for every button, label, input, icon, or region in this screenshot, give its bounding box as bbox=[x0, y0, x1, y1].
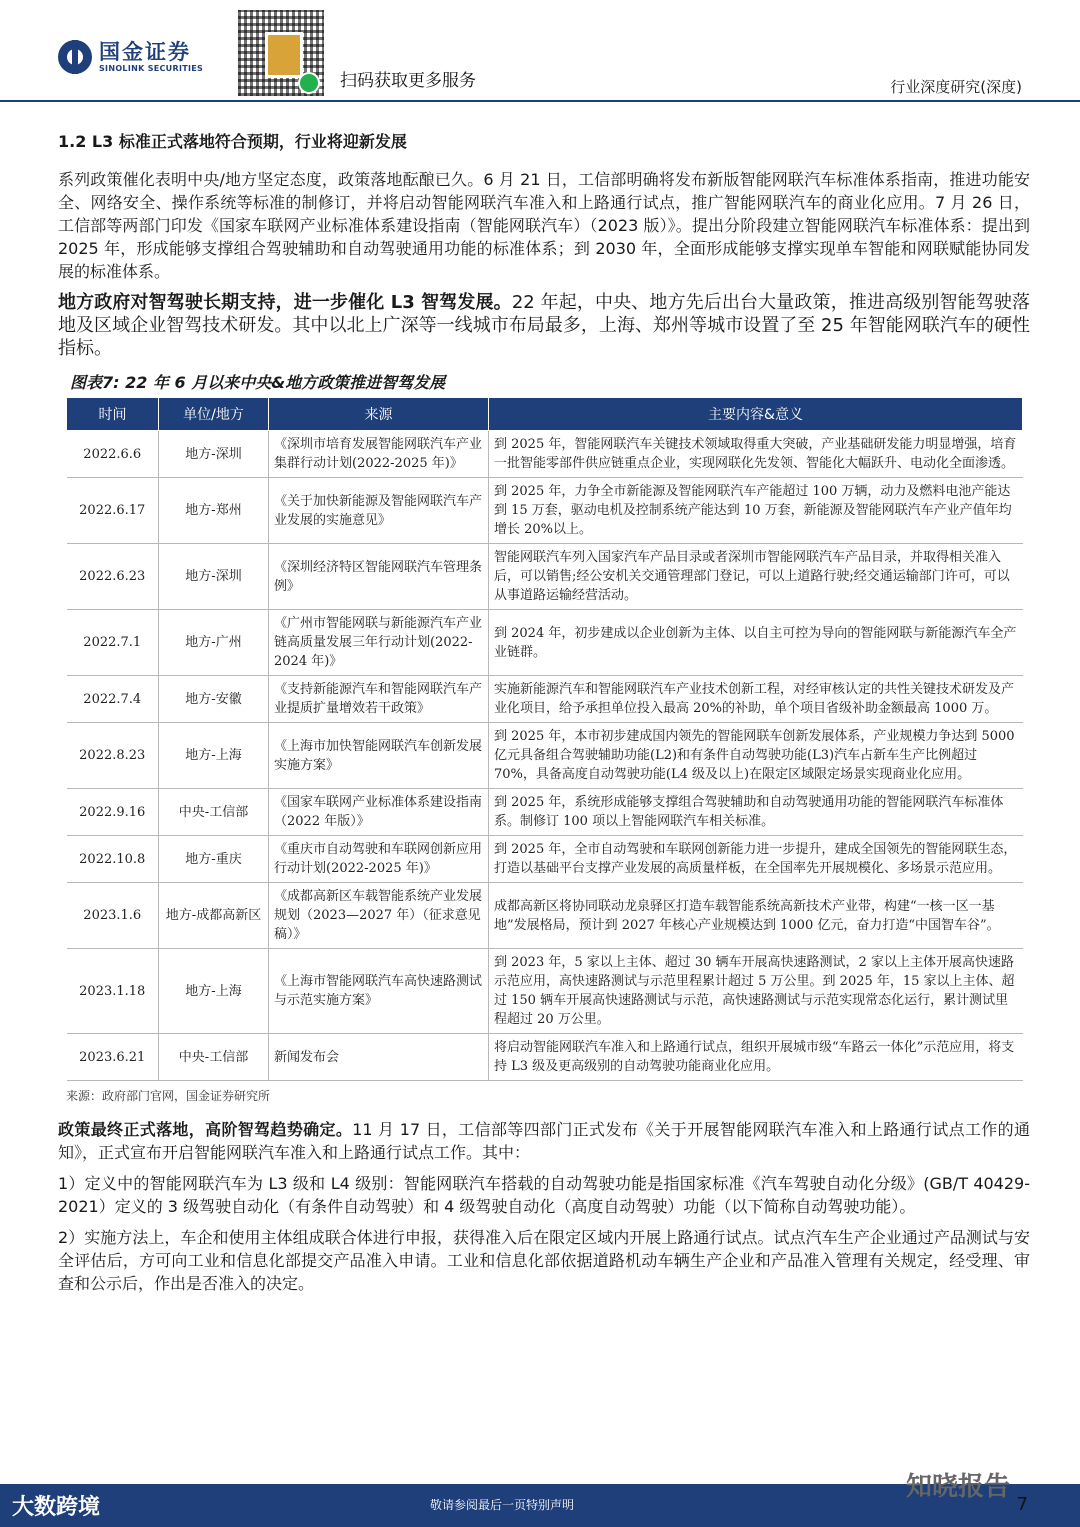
table-row bbox=[67, 431, 1023, 478]
policy-table bbox=[66, 397, 1023, 1081]
row-date: 2023.6.21 bbox=[67, 1034, 159, 1081]
table-row bbox=[67, 883, 1023, 949]
logo-icon bbox=[58, 40, 92, 74]
paragraph-text: 11 月 17 日，工信部等四部门正式发布《关于开展智能网联汽车准入和上路通行试点工作的通知》，正式宣布开启智能网联汽车准入和上路通行试点工作。其中： bbox=[58, 1120, 1030, 1162]
row-content: 智能网联汽车列入国家汽车产品目录或者深圳市智能网联汽车产品目录，并取得相关准入后，可以销售;经公安机关交通管理部门登记，可以上道路行驶;经交通运输部门许可，可以从事道路运输经营活动。 bbox=[489, 544, 1023, 610]
row-unit: 地方-深圳 bbox=[159, 431, 269, 478]
table-row bbox=[67, 949, 1023, 1034]
paragraph-text: 1）定义中的智能网联汽车为 L3 级和 L4 级别：智能网联汽车搭载的自动驾驶功能是指国家标准《汽车驾驶自动化分级》(GB/T 40429-2021）定义的 3 级驾驶自动化（有条件自动驾驶）和 4 级驾驶自动化（高度自动驾驶）功能（以下简称自动驾驶功能）。 bbox=[58, 1174, 1030, 1216]
row-date: 2022.7.4 bbox=[67, 676, 159, 723]
table-row bbox=[67, 544, 1023, 610]
page-number: 7 bbox=[1016, 1494, 1028, 1515]
row-source: 《深圳市培育发展智能网联汽车产业集群行动计划(2022-2025 年)》 bbox=[269, 431, 489, 478]
row-source: 《关于加快新能源及智能网联汽车产业发展的实施意见》 bbox=[269, 478, 489, 544]
row-source: 《广州市智能网联与新能源汽车产业链高质量发展三年行动计划(2022-2024 年)》 bbox=[269, 610, 489, 676]
column-header-source: 来源 bbox=[269, 398, 489, 431]
row-unit: 中央-工信部 bbox=[159, 789, 269, 836]
row-unit: 地方-上海 bbox=[159, 949, 269, 1034]
row-content: 将启动智能网联汽车准入和上路通行试点，组织开展城市级“车路云一体化”示范应用，将支持 L3 级及更高级别的自动驾驶功能商业化应用。 bbox=[489, 1034, 1023, 1081]
column-header-date: 时间 bbox=[67, 398, 159, 431]
paragraph-lead: 政策最终正式落地，高阶智驾趋势确定。 bbox=[58, 1120, 353, 1139]
paragraph-text: 系列政策催化表明中央/地方坚定态度，政策落地酝酿已久。6 月 21 日，工信部明确将发布新版智能网联汽车标准体系指南，推进功能安全、网络安全、操作系统等标准的制修订，并将启动智能网联汽车准入和上路通行试点，推广智能网联汽车的商业化应用。7 月 26 日，工信部等两部门印发《国家车联网产业标准体系建设指南（智能网联汽车）（2023 版）》。提出分阶段建立智能网联汽车标准体系：提出到 2025 年，形成能够支撑组合驾驶辅助和自动驾驶通用功能的标准体系；到 2030 年，全面形成能够支撑实现单车智能和网联赋能协同发展的标准体系。 bbox=[58, 170, 1030, 281]
row-content: 到 2025 年，智能网联汽车关键技术领域取得重大突破，产业基础研发能力明显增强，培育一批智能零部件供应链重点企业，实现网联化先发领、智能化大幅跃升、电动化全面渗透。 bbox=[489, 431, 1023, 478]
header-divider bbox=[0, 100, 1080, 102]
section-title: 1.2 L3 标准正式落地符合预期，行业将迎新发展 bbox=[58, 132, 407, 151]
table-row bbox=[67, 610, 1023, 676]
row-content: 到 2025 年，全市自动驾驶和车联网创新能力进一步提升，建成全国领先的智能网联生态，打造以基础平台支撑产业发展的高质量样板，在全国率先开展规模化、多场景示范应用。 bbox=[489, 836, 1023, 883]
table-row bbox=[67, 1034, 1023, 1081]
row-unit: 地方-郑州 bbox=[159, 478, 269, 544]
logo-en: SINOLINK SECURITIES bbox=[99, 63, 204, 73]
row-content: 到 2025 年，力争全市新能源及智能网联汽车产能超过 100 万辆，动力及燃料电池产能达到 15 万套，驱动电机及控制系统产能达到 10 万套，新能源及智能网联汽车产业产值年均增长 20%以上。 bbox=[489, 478, 1023, 544]
row-unit: 地方-重庆 bbox=[159, 836, 269, 883]
paragraph-policy-catalysis bbox=[58, 168, 1030, 283]
column-header-content: 主要内容&意义 bbox=[489, 398, 1023, 431]
row-source: 《上海市加快智能网联汽车创新发展实施方案》 bbox=[269, 723, 489, 789]
table-row bbox=[67, 789, 1023, 836]
qr-code-icon[interactable] bbox=[236, 8, 326, 98]
policy-table-body bbox=[67, 431, 1023, 1081]
row-date: 2022.10.8 bbox=[67, 836, 159, 883]
paragraph-implementation bbox=[58, 1226, 1030, 1295]
row-unit: 地方-深圳 bbox=[159, 544, 269, 610]
row-unit: 中央-工信部 bbox=[159, 1034, 269, 1081]
row-date: 2022.8.23 bbox=[67, 723, 159, 789]
row-source: 《重庆市自动驾驶和车联网创新应用行动计划(2022-2025 年)》 bbox=[269, 836, 489, 883]
table-row bbox=[67, 836, 1023, 883]
table-row bbox=[67, 723, 1023, 789]
figure-title: 图表7: 22 年 6 月以来中央&地方政策推进智驾发展 bbox=[70, 373, 446, 392]
main-content bbox=[58, 130, 1030, 1303]
table-header-row bbox=[67, 398, 1023, 431]
qr-center-badge bbox=[265, 32, 303, 78]
watermark-text: 知晓报告 bbox=[906, 1472, 1011, 1502]
wechat-icon bbox=[298, 72, 320, 94]
row-source: 《国家车联网产业标准体系建设指南（2022 年版）》 bbox=[269, 789, 489, 836]
column-header-unit: 单位/地方 bbox=[159, 398, 269, 431]
table-row bbox=[67, 676, 1023, 723]
row-date: 2023.1.6 bbox=[67, 883, 159, 949]
row-content: 到 2025 年，本市初步建成国内领先的智能网联车创新发展体系，产业规模力争达到 5000 亿元具备组合驾驶辅助功能(L2)和有条件自动驾驶功能(L3)汽车占新车生产比例超过 70%，具备高度自动驾驶功能(L4 级及以上)在限定区域限定场景实现商业化应用。 bbox=[489, 723, 1023, 789]
footer-brand: 大数跨境 bbox=[12, 1495, 101, 1520]
row-source: 《上海市智能网联汽车高快速路测试与示范实施方案》 bbox=[269, 949, 489, 1034]
row-content: 到 2023 年，5 家以上主体、超过 30 辆车开展高快速路测试，2 家以上主体开展高快速路示范应用，高快速路测试与示范里程累计超过 5 万公里。到 2025 年，15 家以上主体、超过 150 辆车开展高快速路测试与示范，高快速路测试与示范实现常态化运行，累计测试里程超过 20 万公里。 bbox=[489, 949, 1023, 1034]
row-source: 《支持新能源汽车和智能网联汽车产业提质扩量增效若干政策》 bbox=[269, 676, 489, 723]
figure-source-note: 来源：政府部门官网，国金证券研究所 bbox=[66, 1089, 271, 1103]
row-content: 到 2025 年，系统形成能够支撑组合驾驶辅助和自动驾驶通用功能的智能网联汽车标准体系。制修订 100 项以上智能网联汽车相关标准。 bbox=[489, 789, 1023, 836]
paragraph-text: 2）实施方法上，车企和使用主体组成联合体进行申报，获得准入后在限定区域内开展上路通行试点。试点汽车生产企业通过产品测试与安全评估后，方可向工业和信息化部提交产品准入申请。工业和信息化部依据道路机动车辆生产企业和产品准入管理有关规定，经受理、审查和公示后，作出是否准入的决定。 bbox=[58, 1228, 1030, 1293]
paragraph-definition bbox=[58, 1172, 1030, 1218]
footer-notice: 敬请参阅最后一页特别声明 bbox=[430, 1498, 575, 1512]
row-unit: 地方-安徽 bbox=[159, 676, 269, 723]
row-unit: 地方-成都高新区 bbox=[159, 883, 269, 949]
sinolink-logo bbox=[58, 40, 203, 74]
row-date: 2023.1.18 bbox=[67, 949, 159, 1034]
row-content: 成都高新区将协同联动龙泉驿区打造车载智能系统高新技术产业带，构建“一核一区一基地”发展格局，预计到 2027 年核心产业规模达到 1000 亿元，奋力打造“中国智车谷”。 bbox=[489, 883, 1023, 949]
row-date: 2022.6.6 bbox=[67, 431, 159, 478]
report-type-label: 行业深度研究(深度) bbox=[890, 78, 1022, 96]
paragraph-lead: 地方政府对智驾驶长期支持，进一步催化 L3 智驾发展。 bbox=[58, 292, 512, 313]
logo-cn: 国金证券 bbox=[99, 39, 191, 64]
paragraph-text: 22 年起，中央、地方先后出台大量政策，推进高级别智能驾驶落地及区域企业智驾技术研发。其中以北上广深等一线城市布局最多，上海、郑州等城市设置了至 25 年智能网联汽车的硬性指标。 bbox=[58, 292, 1031, 359]
row-content: 实施新能源汽车和智能网联汽车产业技术创新工程，对经审核认定的共性关键技术研发及产业化项目，给予承担单位投入最高 20%的补助，单个项目省级补助金额最高 1000 万。 bbox=[489, 676, 1023, 723]
row-content: 到 2024 年，初步建成以企业创新为主体、以自主可控为导向的智能网联与新能源汽车全产业链群。 bbox=[489, 610, 1023, 676]
scan-for-services-text: 扫码获取更多服务 bbox=[340, 71, 476, 91]
row-date: 2022.6.23 bbox=[67, 544, 159, 610]
paragraph-policy-landed bbox=[58, 1118, 1030, 1164]
row-source: 新闻发布会 bbox=[269, 1034, 489, 1081]
row-date: 2022.6.17 bbox=[67, 478, 159, 544]
row-unit: 地方-上海 bbox=[159, 723, 269, 789]
row-source: 《深圳经济特区智能网联汽车管理条例》 bbox=[269, 544, 489, 610]
page-header bbox=[0, 0, 1080, 102]
table-row bbox=[67, 478, 1023, 544]
row-unit: 地方-广州 bbox=[159, 610, 269, 676]
row-source: 《成都高新区车载智能系统产业发展规划（2023—2027 年）（征求意见稿）》 bbox=[269, 883, 489, 949]
row-date: 2022.7.1 bbox=[67, 610, 159, 676]
paragraph-local-support bbox=[58, 291, 1030, 360]
row-date: 2022.9.16 bbox=[67, 789, 159, 836]
